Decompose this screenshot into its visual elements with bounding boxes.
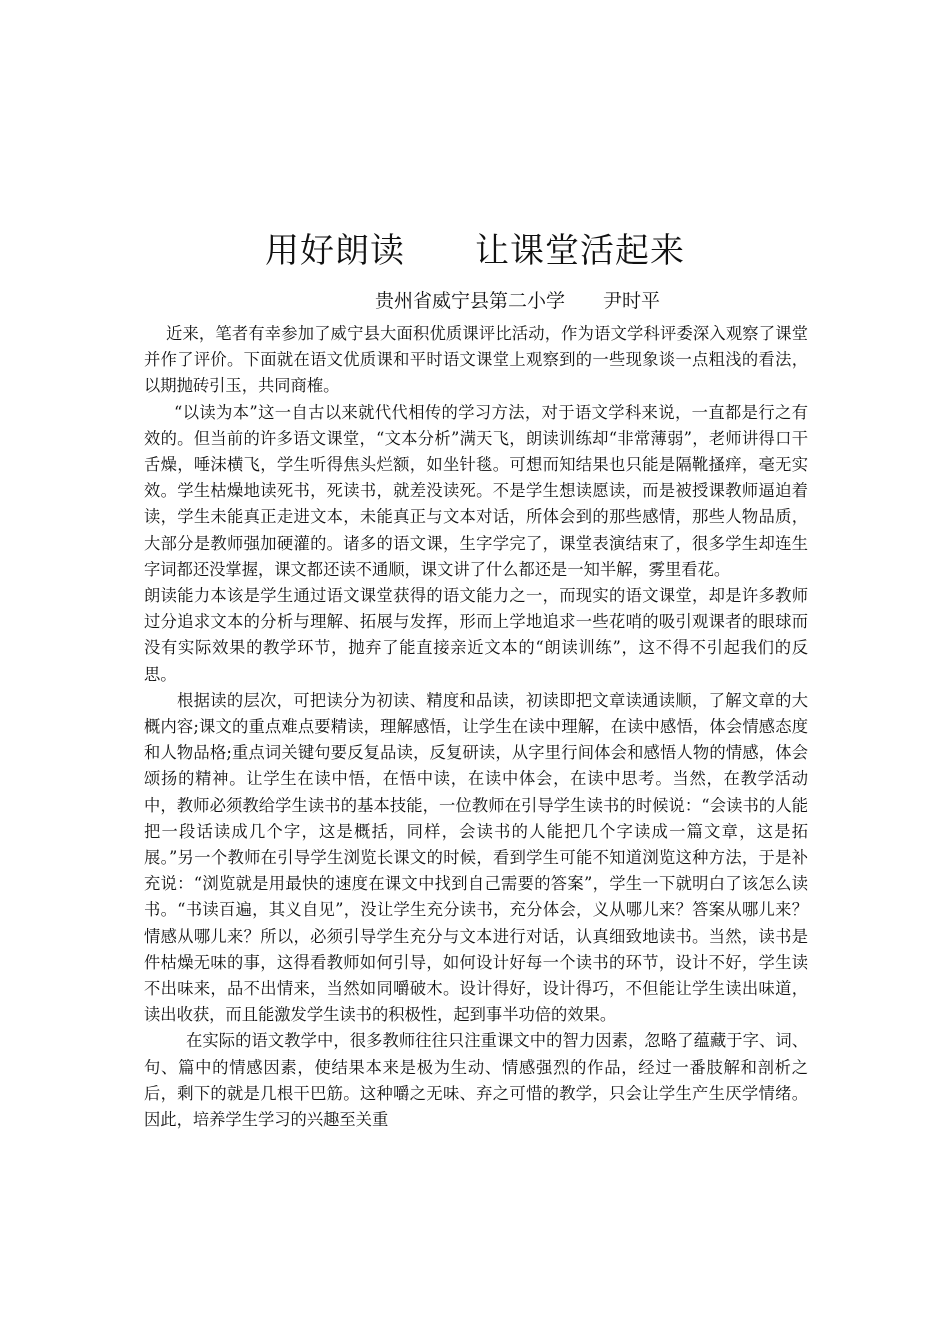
paragraph-2: “以读为本”这一自古以来就代代相传的学习方法，对于语文学科来说，一直都是行之有效的。但当前的许多语文课堂，“文本分析”满天飞，朗读训练却“非常薄弱”，老师讲得口干舌燥，唾沫横飞，学生听得焦头烂额，如坐针毯。可想而知结果也只能是隔靴搔痒，毫无实效。学生枯燥地读死书，死读书，就差没读死。不是学生想读愿读，而是被授课教师逼迫着读，学生未能真正走进文本，未能真正与文本对话，所体会到的那些感情，那些人物品质，大部分是教师强加硬灌的。诸多的语文课，生字学完了，课堂表演结束了，很多学生却连生字词都还没掌握，课文都还读不通顺，课文讲了什么都还是一知半解，雾里看花。 bbox=[144, 402, 808, 579]
paragraph-3: 朗读能力本该是学生通过语文课堂获得的语文能力之一，而现实的语文课堂，却是许多教师过分追求文本的分析与理解、拓展与发挥，形而上学地追求一些花哨的吸引观课者的眼球而没有实际效果的教学环节，抛弃了能直接亲近文本的“朗读训练”，这不得不引起我们的反思。 bbox=[144, 586, 808, 684]
author-line: 贵州省威宁县第二小学 尹时平 bbox=[375, 290, 661, 312]
paragraph-5: 在实际的语文教学中，很多教师往往只注重课文中的智力因素，忽略了蕴藏于字、词、句、篇中的情感因素，使结果本来是极为生动、情感强烈的作品，经过一番肢解和剖析之后，剩下的就是几根干巴筋。这种嚼之无味、弃之可惜的教学，只会让学生产生厌学情绪。因此，培养学生学习的兴趣至关重 bbox=[144, 1031, 808, 1130]
paragraph-1: 近来，笔者有幸参加了威宁县大面积优质课评比活动，作为语文学科评委深入观察了课堂并作了评价。下面就在语文优质课和平时语文课堂上观察到的一些现象谈一点粗浅的看法，以期抛砖引玉，共同商榷。 bbox=[144, 324, 808, 396]
article-body bbox=[144, 321, 808, 1133]
article-title: 用好朗读 让课堂活起来 bbox=[265, 231, 685, 271]
paragraph-4: 根据读的层次，可把读分为初读、精度和品读，初读即把文章读通读顺，了解文章的大概内容;课文的重点难点要精读，理解感悟，让学生在读中理解，在读中感悟，体会情感态度和人物品格;重点词关键句要反复品读，反复研读，从字里行间体会和感悟人物的情感，体会颂扬的精神。让学生在读中悟，在悟中读，在读中体会，在读中思考。当然，在教学活动中，教师必须教给学生读书的基本技能，一位教师在引导学生读书的时候说：“会读书的人能把一段话读成几个字，这是概括，同样，会读书的人能把几个字读成一篇文章，这是拓展。”另一个教师在引导学生浏览长课文的时候，看到学生可能不知道浏览这种方法，于是补充说：“浏览就是用最快的速度在课文中找到自己需要的答案”，学生一下就明白了该怎么读书。“书读百遍，其义自见”，没让学生充分读书，充分体会，义从哪儿来？答案从哪儿来？情感从哪儿来？所以，必须引导学生充分与文本进行对话，认真细致地读书。当然，读书是件枯燥无味的事，这得看教师如何引导，如何设计好每一个读书的环节，设计不好，学生读不出味来，品不出情来，当然如同嚼破木。设计得好，设计得巧，不但能让学生读出味道，读出收获，而且能激发学生读书的积极性，起到事半功倍的效果。 bbox=[144, 690, 808, 1025]
